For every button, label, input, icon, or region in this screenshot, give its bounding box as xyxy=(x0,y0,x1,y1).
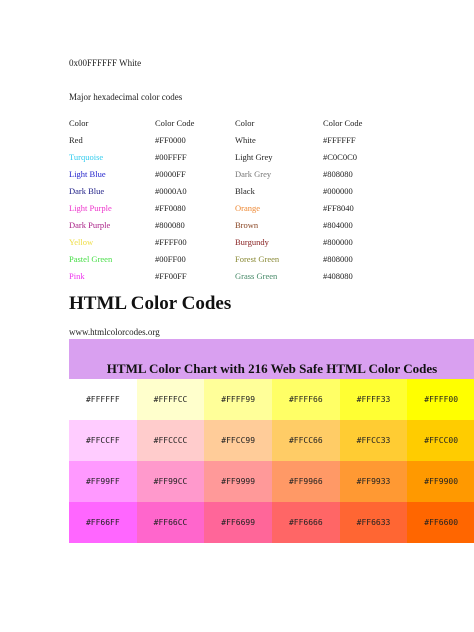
color-codes-table xyxy=(69,114,393,284)
table-row xyxy=(69,182,393,199)
color-name: Turquoise xyxy=(69,151,104,162)
color-code: #808080 xyxy=(323,168,353,179)
color-swatch: #FF6633 xyxy=(340,502,408,543)
header-color-2: Color xyxy=(235,117,255,128)
color-swatch: #FF9966 xyxy=(272,461,340,502)
color-chart xyxy=(69,339,474,544)
color-swatch: #FFFF99 xyxy=(204,379,272,420)
color-swatch: #FFFF66 xyxy=(272,379,340,420)
color-name: Forest Green xyxy=(235,253,280,264)
color-code: #FF0000 xyxy=(155,134,186,145)
color-name: Pink xyxy=(69,270,85,281)
color-swatch: #FF9933 xyxy=(340,461,408,502)
table-body xyxy=(69,131,393,284)
color-name: Dark Purple xyxy=(69,219,111,230)
major-codes-caption: Major hexadecimal color codes xyxy=(69,92,183,102)
color-name: Burgundy xyxy=(235,236,269,247)
color-code: #00FFFF xyxy=(155,151,187,162)
swatch-grid xyxy=(69,379,474,543)
color-swatch: #FF66CC xyxy=(137,502,205,543)
chart-header xyxy=(69,339,474,379)
color-name: White xyxy=(235,134,256,145)
color-swatch: #FFCC33 xyxy=(340,420,408,461)
table-row xyxy=(69,148,393,165)
table-row xyxy=(69,131,393,148)
color-code: #FFFFFF xyxy=(323,134,356,145)
color-code: #0000A0 xyxy=(155,185,187,196)
color-swatch: #FF9900 xyxy=(407,461,474,502)
color-name: Dark Grey xyxy=(235,168,272,179)
table-header-row xyxy=(69,114,393,131)
color-code: #FF0080 xyxy=(155,202,186,213)
color-code: #0000FF xyxy=(155,168,186,179)
table-row xyxy=(69,199,393,216)
color-name: Red xyxy=(69,134,83,145)
color-swatch: #FF6666 xyxy=(272,502,340,543)
color-name: Light Purple xyxy=(69,202,112,213)
source-url: www.htmlcolorcodes.org xyxy=(69,327,160,337)
white-code-line: 0x00FFFFFF White xyxy=(69,58,142,68)
color-name: Light Blue xyxy=(69,168,106,179)
color-swatch: #FFFF00 xyxy=(407,379,474,420)
table-row xyxy=(69,165,393,182)
color-swatch: #FF6699 xyxy=(204,502,272,543)
color-swatch: #FFCC00 xyxy=(407,420,474,461)
color-swatch: #FFFFFF xyxy=(69,379,137,420)
color-code: #C0C0C0 xyxy=(323,151,358,162)
color-swatch: #FFCC66 xyxy=(272,420,340,461)
color-code: #00FF00 xyxy=(155,253,186,264)
color-name: Orange xyxy=(235,202,261,213)
header-color-1: Color xyxy=(69,117,89,128)
color-swatch: #FF99CC xyxy=(137,461,205,502)
color-swatch: #FF9999 xyxy=(204,461,272,502)
table-row xyxy=(69,233,393,250)
color-name: Grass Green xyxy=(235,270,278,281)
color-swatch: #FF66FF xyxy=(69,502,137,543)
color-swatch: #FFFF33 xyxy=(340,379,408,420)
color-code: #808000 xyxy=(323,253,353,264)
header-code-2: Color Code xyxy=(323,117,363,128)
color-name: Yellow xyxy=(69,236,94,247)
table-row xyxy=(69,216,393,233)
table-row xyxy=(69,267,393,284)
color-swatch: #FF6600 xyxy=(407,502,474,543)
color-swatch: #FFCCCC xyxy=(137,420,205,461)
color-name: Brown xyxy=(235,219,259,230)
color-name: Black xyxy=(235,185,255,196)
color-code: #804000 xyxy=(323,219,353,230)
color-swatch: #FFCCFF xyxy=(69,420,137,461)
color-code: #FFFF00 xyxy=(155,236,187,247)
color-swatch: #FF99FF xyxy=(69,461,137,502)
color-code: #800080 xyxy=(155,219,185,230)
color-name: Light Grey xyxy=(235,151,273,162)
color-code: #FF8040 xyxy=(323,202,354,213)
color-name: Pastel Green xyxy=(69,253,113,264)
header-code-1: Color Code xyxy=(155,117,195,128)
color-code: #FF00FF xyxy=(155,270,187,281)
color-swatch: #FFCC99 xyxy=(204,420,272,461)
table-row xyxy=(69,250,393,267)
color-code: #800000 xyxy=(323,236,353,247)
page-heading: HTML Color Codes xyxy=(69,293,232,314)
color-code: #000000 xyxy=(323,185,353,196)
color-name: Dark Blue xyxy=(69,185,105,196)
color-code: #408080 xyxy=(323,270,353,281)
color-swatch: #FFFFCC xyxy=(137,379,205,420)
chart-title: HTML Color Chart with 216 Web Safe HTML Color Codes xyxy=(106,361,438,376)
